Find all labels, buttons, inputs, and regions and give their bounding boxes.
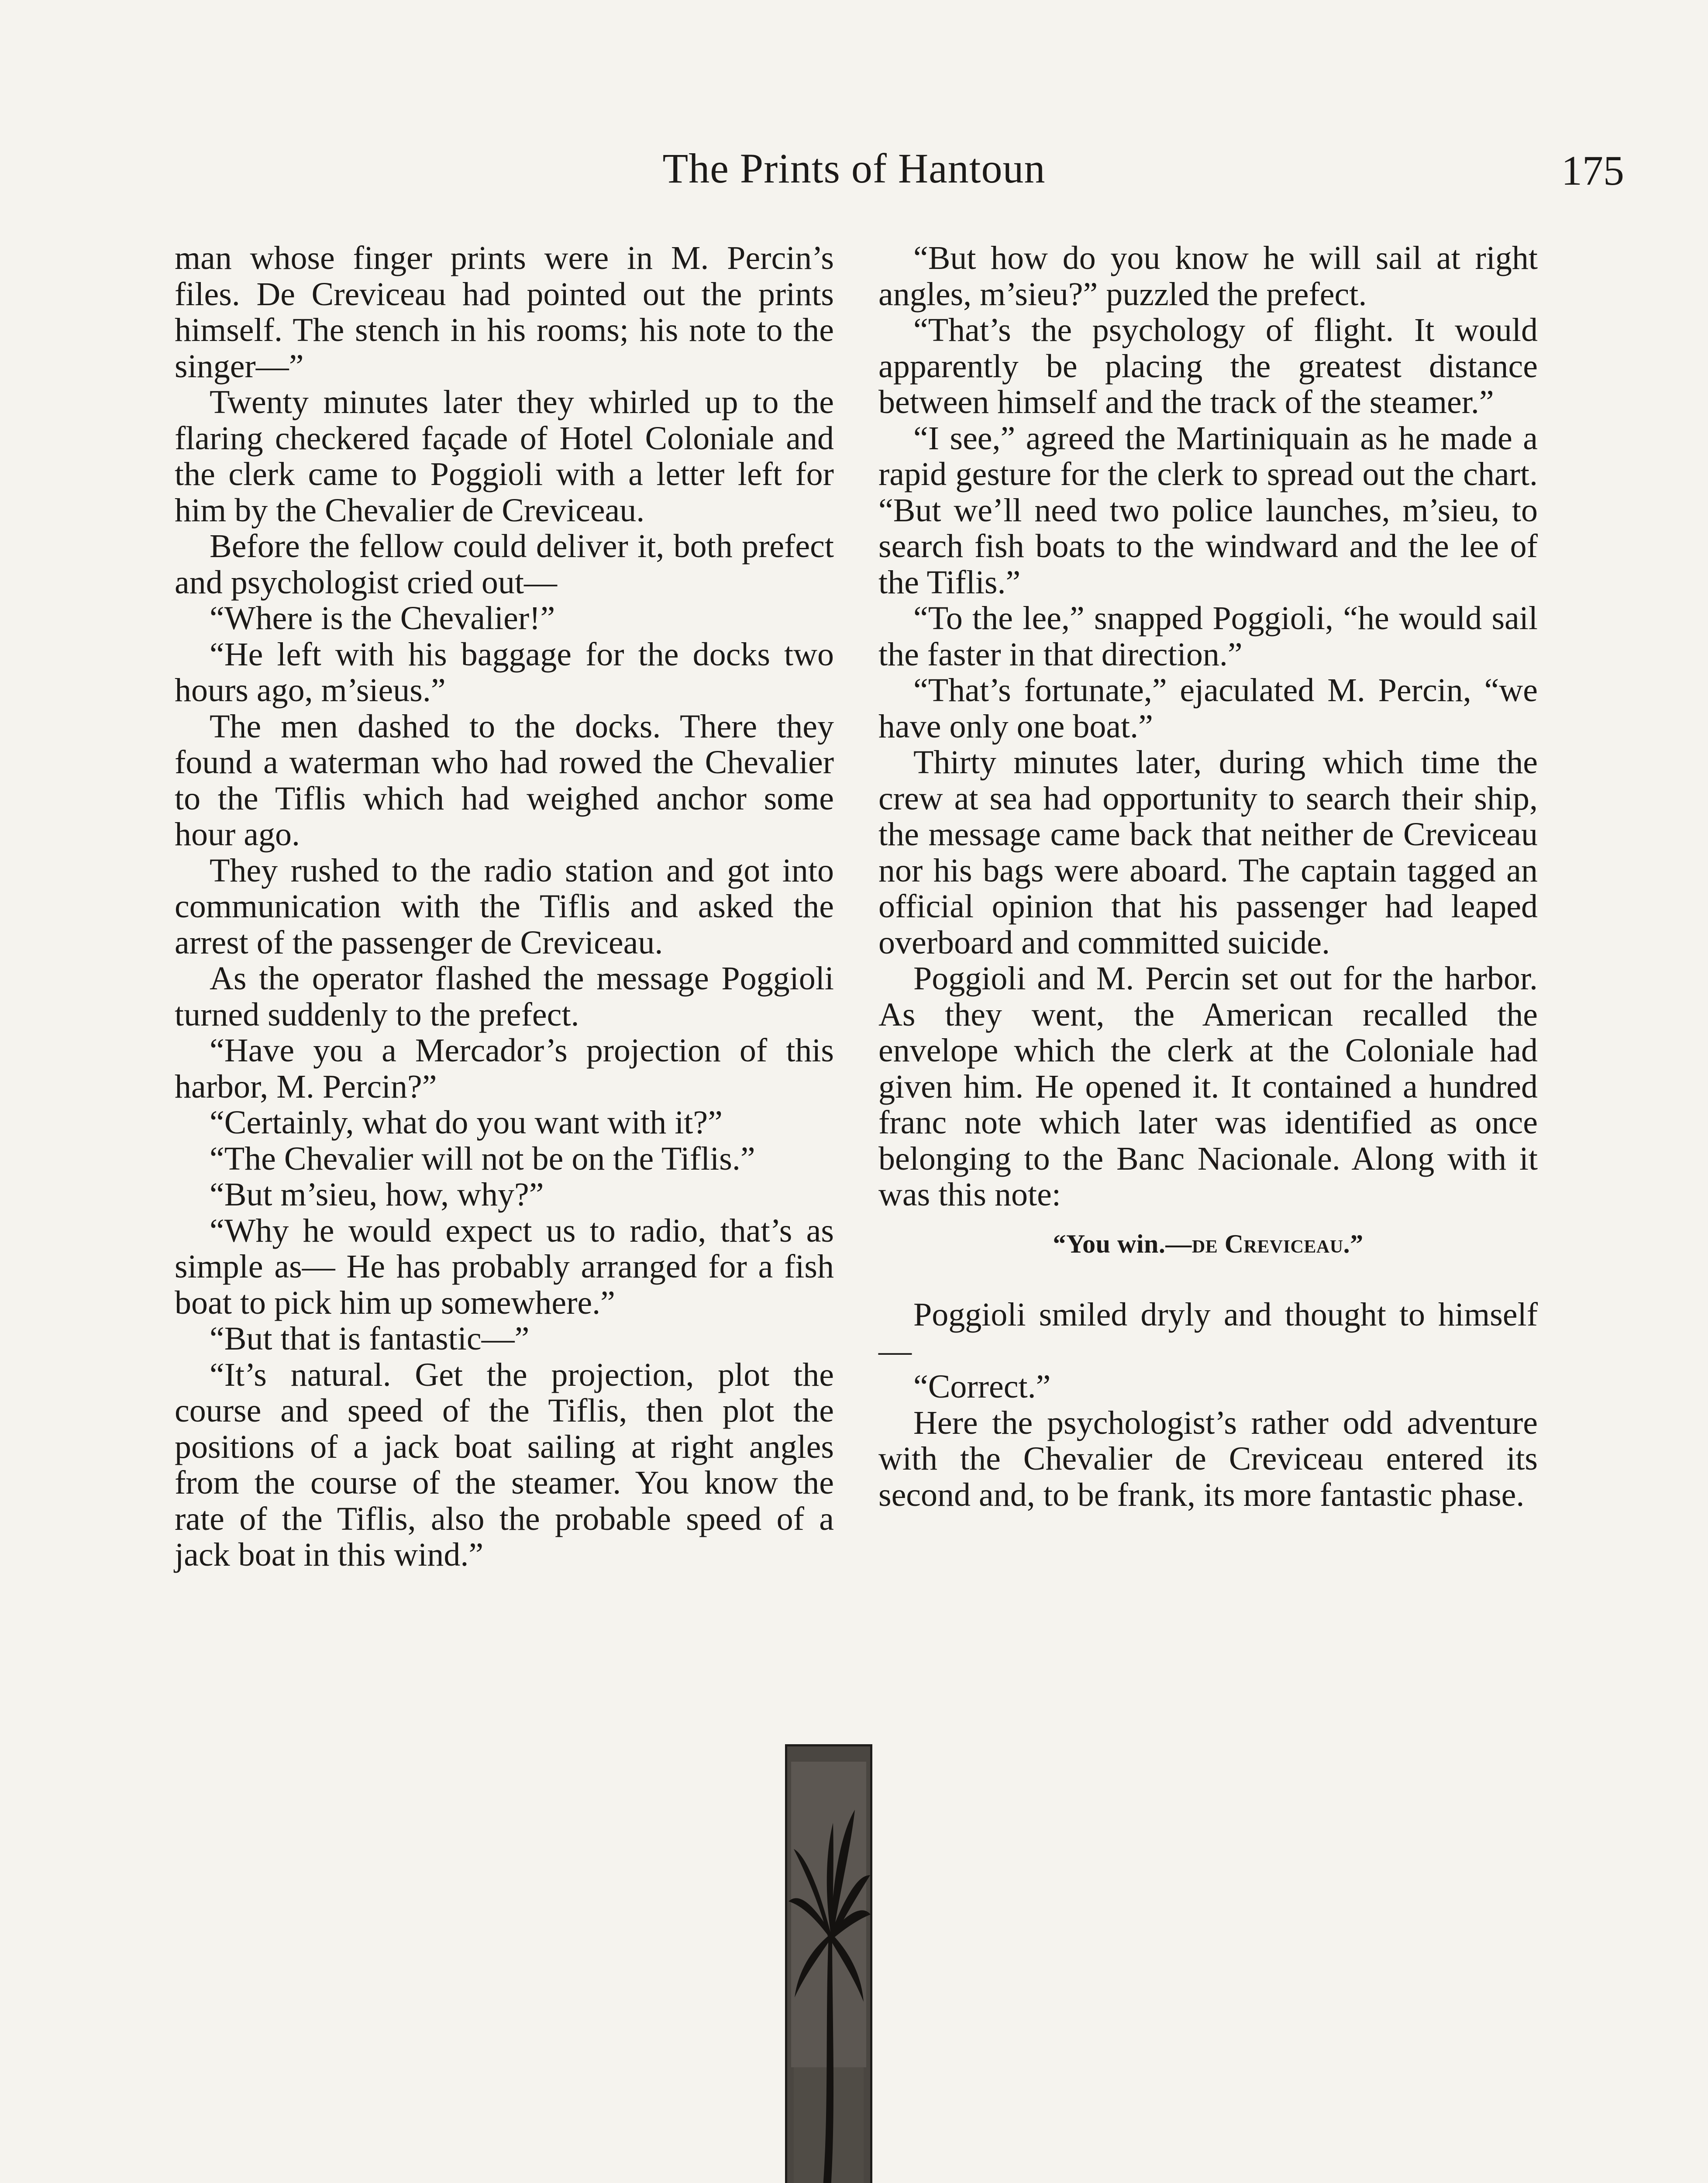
paragraph: The men dashed to the docks. There they found a waterman who had rowed the Chevalier to the Tiflis which had weighed anchor some hour ago. — [175, 708, 834, 853]
paragraph: Thirty minutes later, during which time the crew at sea had opportunity to search their ship, the message came back that neither de Creviceau nor his bags were aboard. The captain tagged an official opinion that his passenger had leaped overboard and committed suicide. — [878, 744, 1538, 961]
paragraph: “He left with his baggage for the docks two hours ago, m’sieus.” — [175, 636, 834, 709]
paragraph: Poggioli and M. Percin set out for the harbor. As they went, the American recalled the envelope which the clerk at the Coloniale had given him. He opened it. It contained a hundred franc note which later was identified as once belonging to the Banc Nacionale. Along with it was this note: — [878, 960, 1538, 1213]
paragraph: “That’s fortunate,” ejaculated M. Percin, “we have only one boat.” — [878, 672, 1538, 745]
paragraph: “Where is the Chevalier!” — [210, 600, 555, 637]
palm-tree-illustration — [785, 1744, 872, 2183]
paragraph: “But m’sieu, how, why?” — [210, 1176, 544, 1213]
paragraph: “It’s natural. Get the projection, plot the course and speed of the Tiflis, then plot the positions of a jack boat sailing at right angles from the course of the steamer. You know the rate of the Tiflis, also the probable speed of a jack boat in this wind.” — [175, 1356, 834, 1573]
paragraph: Poggioli smiled dryly and thought to himself— — [878, 1296, 1538, 1369]
note-signature: de Creviceau — [1191, 1229, 1343, 1258]
paragraph: “Correct.” — [913, 1368, 1051, 1405]
paragraph: They rushed to the radio station and got into communication with the Tiflis and asked the arrest of the passenger de Creviceau. — [175, 852, 834, 961]
paragraph: As the operator flashed the message Poggioli turned suddenly to the prefect. — [175, 960, 834, 1033]
paragraph: “But how do you know he will sail at right angles, m’sieu?” puzzled the prefect. — [878, 240, 1538, 313]
paragraph: Here the psychologist’s rather odd adventure with the Chevalier de Creviceau entered its second and, to be frank, its more fantastic phase. — [878, 1404, 1538, 1513]
left-column — [175, 240, 834, 1573]
paragraph: Twenty minutes later they whirled up to the flaring checkered façade of Hotel Coloniale and the clerk came to Poggioli with a letter left for him by the Chevalier de Creviceau. — [175, 384, 834, 529]
paragraph: “That’s the psychology of flight. It would apparently be placing the greatest distance between himself and the track of the steamer.” — [878, 312, 1538, 420]
palm-tree-silhouette-icon — [785, 1744, 872, 2183]
right-column — [878, 240, 1538, 1513]
paragraph: man whose finger prints were in M. Percin’s files. De Creviceau had pointed out the prints himself. The stench in his rooms; his note to the singer—” — [175, 240, 834, 385]
paragraph: “Have you a Mercador’s projection of this harbor, M. Percin?” — [175, 1032, 834, 1105]
paragraph: Before the fellow could deliver it, both prefect and psychologist cried out— — [175, 528, 834, 601]
note-close: .” — [1343, 1229, 1364, 1258]
paragraph: “Why he would expect us to radio, that’s as simple as— He has probably arranged for a fish boat to pick him up somewhere.” — [175, 1212, 834, 1321]
paragraph: “But that is fantastic—” — [210, 1320, 530, 1357]
note-signoff — [878, 1226, 1538, 1262]
paragraph: “To the lee,” snapped Poggioli, “he would sail the faster in that direction.” — [878, 600, 1538, 673]
note-quote: “You win.— — [1053, 1229, 1192, 1258]
page-number: 175 — [1561, 147, 1624, 194]
running-title: The Prints of Hantoun — [662, 145, 1046, 192]
paragraph: “The Chevalier will not be on the Tiflis.” — [210, 1140, 755, 1177]
paragraph: “I see,” agreed the Martiniquain as he made a rapid gesture for the clerk to spread out the chart. “But we’ll need two police launches, m’sieu, to search fish boats to the windward and the lee of the Tiflis.” — [878, 420, 1538, 601]
paragraph: “Certainly, what do you want with it?” — [210, 1104, 723, 1141]
